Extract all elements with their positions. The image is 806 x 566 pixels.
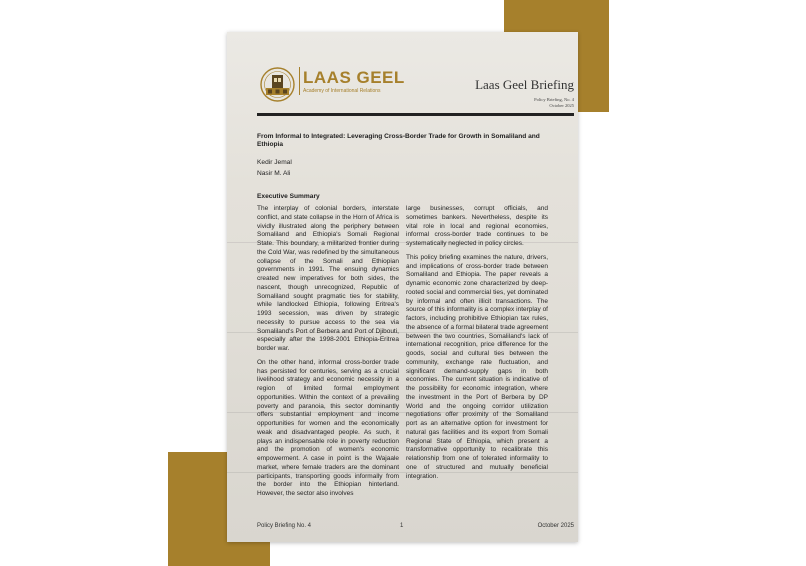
laas-geel-logo — [260, 67, 295, 102]
page-number: 1 — [400, 523, 404, 529]
issue-number: Policy Briefing, No. 4 — [534, 97, 574, 102]
paper-title: From Informal to Integrated: Leveraging Cross-Border Trade for Growth in Somaliland and Ethiopia — [257, 133, 540, 148]
briefing-title: Laas Geel Briefing — [475, 77, 574, 92]
document-page — [227, 32, 578, 542]
logo-separator — [299, 67, 300, 95]
author: Kedir Jemal — [257, 159, 292, 166]
brand-subtitle: Academy of International Relations — [303, 88, 381, 94]
paragraph: On the other hand, informal cross-border trade has persisted for centuries, serving as a crucial livelihood strategy and economic necessity in a region of limited formal employment opportunities. Within the context of a prevailing poverty and paranoia, this sector dominantly offers substantial employment and income opportunities for women and the economically weak and disadvantaged people. As such, it plays an indispensable role in poverty reduction and the promotion of women's economic empowerment. A case in point is the Wajaale market, where female traders are the dominant participants, transporting goods informally from the border into the Ethiopian hinterland. However, the sector also involves — [257, 358, 399, 497]
paragraph: This policy briefing examines the nature, drivers, and implications of cross-border trade between Somaliland and Ethiopia. The paper reveals a dynamic economic zone characterized by deep-rooted social and commercial ties, yet dominated by informal and often illicit transactions. The source of this informality is a complex interplay of factors, including prohibitive Ethiopian tax rules, the absence of a formal bilateral trade agreement between the two countries, Somaliland's lack of international recognition, price difference for the goods, social and cultural ties between the community, exchange rate fluctuation, and significant demand-supply gaps in both economies. The current situation is indicative of the possibility for economic integration, where the investment in the Port of Berbera by DP World and the ongoing corridor utilization negotiations offer proximity of the Somaliland port as an alternative option for investment for natural gas facilities and its export from Somali Regional State of Ethiopia, which present a transformative opportunity to recalibrate this relationship from one of tolerated informality to one of structured and mutually beneficial integration. — [406, 253, 549, 480]
brand-name: LAAS GEEL — [303, 68, 405, 87]
issue-date: October 2025 — [549, 103, 574, 108]
header-rule — [257, 113, 574, 116]
footer-briefing: Policy Briefing No. 4 — [257, 523, 312, 529]
section-heading: Executive Summary — [257, 193, 320, 200]
body-column-right — [406, 205, 548, 486]
paragraph: large businesses, corrupt officials, and sometimes bankers. Nevertheless, despite its vital role in local and regional economies, informal cross-border trade continues to be systematically neglected in policy circles. — [406, 205, 548, 247]
paragraph: The interplay of colonial borders, interstate conflict, and state collapse in the Horn of Africa is vividly illustrated along the periphery between Somaliland and Ethiopia's Somali Regional State. This boundary, a militarized frontier during the Cold War, was redefined by the simultaneous collapse of the Somali and Ethiopian governments in 1991. The ensuing dynamics created new imperatives for both sides, the nascent, though unrecognized, Republic of Somaliland sought pragmatic ties for stability, while landlocked Ethiopia, following Eritrea's 1993 secession, was driven by strategic necessity to pursue access to the sea via Somaliland's Port of Berbera and Port of Djibouti, especially after the 1998-2001 Ethiopia-Eritrea border war. — [257, 205, 399, 352]
author: Nasir M. Ali — [257, 170, 291, 177]
body-column-left — [257, 205, 399, 504]
footer-date: October 2025 — [537, 523, 574, 529]
